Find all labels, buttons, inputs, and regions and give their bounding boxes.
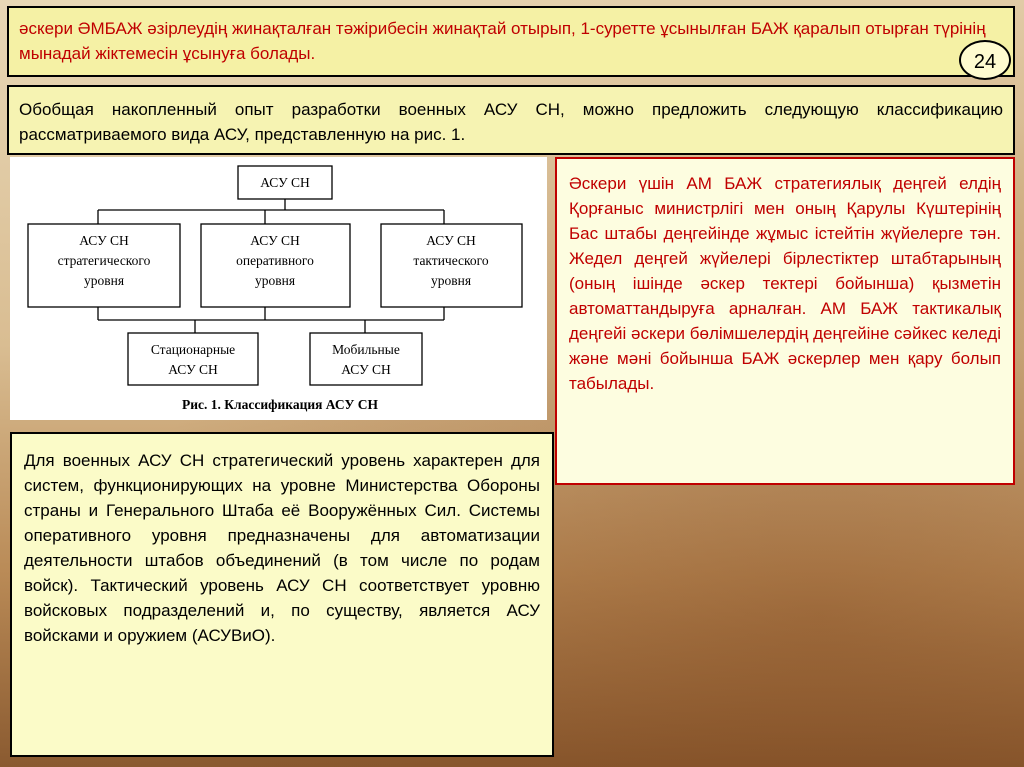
slide-number-badge: 24	[959, 40, 1011, 80]
diagram-root-label: АСУ СН	[260, 175, 310, 190]
diagram-tactical-line3: уровня	[430, 273, 472, 288]
diagram-box-stationary	[128, 333, 258, 385]
diagram-strategic-line3: уровня	[83, 273, 125, 288]
diagram-box-mobile	[310, 333, 422, 385]
ru-text-box	[10, 432, 554, 757]
ru-text-paragraph: Для военных АСУ СН стратегический уровень характерен для систем, функционирующих на уровне Министерства Обороны страны и Генерального Штаба её Вооружённых Сил. Системы оперативного уровня предназначены для автоматизации деятельности штабов объединений (в том числе по родам войск). Тактический уровень АСУ СН соответствует уровню войсковых подразделений и, по существу, является АСУ войсками и оружием (АСУВиО).	[24, 451, 540, 645]
diagram-caption: Рис. 1. Классификация АСУ СН	[181, 397, 379, 412]
ru-intro-text: Обобщая накопленный опыт разработки военных АСУ СН, можно предложить следующую классификацию рассматриваемого вида АСУ, представленную на рис. 1.	[19, 100, 1003, 144]
diagram-mobile-line1: Мобильные	[332, 342, 400, 357]
diagram-operational-line3: уровня	[254, 273, 296, 288]
classification-diagram	[10, 157, 547, 420]
diagram-stationary-line1: Стационарные	[150, 342, 236, 357]
ru-intro-box	[7, 85, 1015, 155]
kz-text-paragraph: Әскери үшін АМ БАЖ стратегиялық деңгей елдің Қорғаныс министрлігі мен оның Қарулы Күштерінің Бас штабы деңгейінде жұмыс істейтін жүйелерге тән. Жедел деңгей жүйелері бірлестіктер штабтарының (оның ішінде әскер тектері бойынша) қызметін автоматтандыруға арналған. АМ БАЖ тактикалық деңгейі әскери бөлімшелердің деңгейіне сәйкес келеді және мәні бойынша БАЖ әскерлер мен қару болып табылады.	[569, 174, 1001, 393]
diagram-strategic-line1: АСУ СН	[79, 233, 129, 248]
classification-figure	[10, 157, 547, 420]
diagram-tactical-line1: АСУ СН	[426, 233, 476, 248]
diagram-strategic-line2: стратегического	[57, 253, 151, 268]
diagram-operational-line1: АСУ СН	[250, 233, 300, 248]
kz-text-box	[555, 157, 1015, 485]
diagram-stationary-line2: АСУ СН	[168, 362, 218, 377]
diagram-mobile-line2: АСУ СН	[341, 362, 391, 377]
top-banner	[7, 6, 1015, 77]
diagram-operational-line2: оперативного	[236, 253, 314, 268]
top-banner-text: әскери ӘМБАЖ әзірлеудің жинақталған тәжірибесін жинақтай отырып, 1-суретте ұсынылған БАЖ қаралып отырған түрінің мынадай жіктемесін ұсынуға болады.	[19, 19, 986, 63]
diagram-tactical-line2: тактического	[413, 253, 489, 268]
